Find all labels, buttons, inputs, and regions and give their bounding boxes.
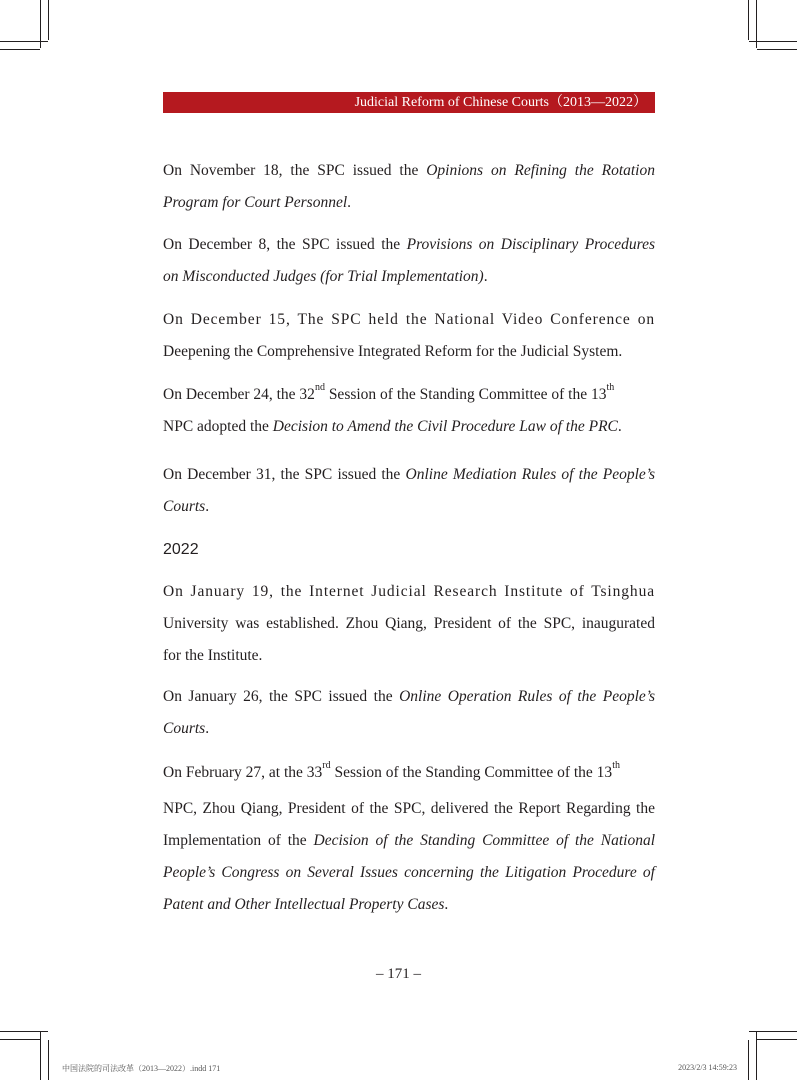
slug-filename: 中国法院的司法改革（2013—2022）.indd 171 [62, 1064, 221, 1073]
chronology-entry [163, 757, 655, 921]
entry-line: NPC adopted the Decision to Amend the Civil Procedure Law of the PRC. [163, 418, 622, 435]
slug-timestamp: 2023/2/3 14:59:23 [678, 1063, 737, 1072]
entry-line: People’s Congress on Several Issues concerning the Litigation Procedure of [163, 864, 655, 881]
running-header [163, 92, 655, 113]
entry-line: Courts. [163, 720, 210, 737]
entry-line: Courts. [163, 498, 210, 515]
crop-mark [48, 1040, 49, 1080]
chronology-entry [163, 459, 655, 523]
entry-line: for the Institute. [163, 647, 263, 664]
chronology-entry [163, 155, 655, 219]
crop-mark [748, 0, 749, 40]
entry-line: Patent and Other Intellectual Property Cases. [163, 896, 449, 913]
entry-line: On December 8, the SPC issued the Provisions on Disciplinary Procedures [163, 236, 656, 253]
chronology-entry [163, 379, 655, 443]
entry-line: On January 19, the Internet Judicial Research Institute of Tsinghua [163, 583, 655, 600]
chronology-entry [163, 576, 655, 672]
entry-line: NPC, Zhou Qiang, President of the SPC, delivered the Report Regarding the [163, 800, 655, 817]
crop-mark [756, 0, 757, 48]
chronology-entry [163, 229, 655, 293]
crop-mark [48, 0, 49, 40]
entry-line: On December 15, The SPC held the National Video Conference on [163, 311, 655, 328]
crop-mark [40, 1032, 41, 1080]
crop-mark [0, 1039, 40, 1040]
entry-line: Program for Court Personnel. [163, 194, 352, 211]
entry-line: Deepening the Comprehensive Integrated Reform for the Judicial System. [163, 343, 623, 360]
crop-mark [0, 49, 40, 50]
chronology-entry [163, 304, 655, 368]
crop-mark [748, 1040, 749, 1080]
crop-mark [757, 49, 797, 50]
crop-mark [40, 0, 41, 48]
running-title: Judicial Reform of Chinese Courts（2013—2022） [354, 95, 647, 110]
entry-line: On November 18, the SPC issued the Opinions on Refining the Rotation [163, 162, 655, 179]
page-number: – 171 – [376, 966, 421, 982]
chronology-entry [163, 681, 655, 745]
entry-line: on Misconducted Judges (for Trial Implementation). [163, 268, 488, 285]
entry-line: On January 26, the SPC issued the Online Operation Rules of the People’s [163, 688, 656, 705]
entry-line: Implementation of the Decision of the Standing Committee of the National [163, 832, 655, 849]
year-heading: 2022 [163, 541, 199, 558]
entry-line: On December 31, the SPC issued the Online Mediation Rules of the People’s [163, 466, 656, 483]
entry-line: On December 24, the 32nd Session of the Standing Committee of the 13th [163, 382, 615, 403]
entry-line: On February 27, at the 33rd Session of the Standing Committee of the 13th [163, 760, 620, 781]
entry-line: University was established. Zhou Qiang, President of the SPC, inaugurated [163, 615, 655, 632]
crop-mark [757, 1039, 797, 1040]
